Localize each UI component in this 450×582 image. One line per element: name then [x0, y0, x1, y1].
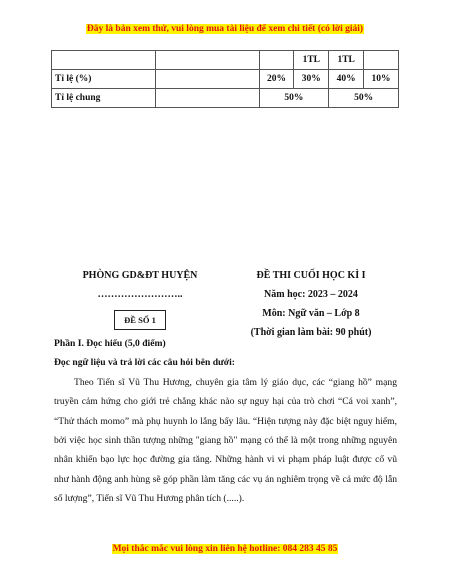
exam-code-box: ĐỀ SỐ 1 [114, 310, 166, 330]
table-row [52, 51, 399, 70]
reading-passage: Theo Tiến sĩ Vũ Thu Hương, chuyên gia tâm lý giáo dục, các “giang hồ” mạng truyền cảm hứng cho giới trẻ chẳng khác nào sự nguy hại của trò chơi “Cá voi xanh”, “Thử thách momo” mà phụ huynh lo lắng bấy lâu. “Hiện tượng này đặc biệt nguy hiểm, bởi việc học sinh thần tượng những "giang hồ" mạng có thể là một trong những nguyên nhân khiến bạo lực học đường gia tăng. Những hành vi vi phạm pháp luật được cổ vũ như hành động anh hùng sẽ góp phần làm tăng các vụ án nghiêm trọng về cả mức độ lẫn số lượng”, Tiến sĩ Vũ Thu Hương phân tích (.....). [54, 376, 397, 505]
hotline-banner-bottom [0, 544, 450, 554]
department-name: PHÒNG GD&ĐT HUYỆN [82, 270, 198, 281]
exam-title: ĐỀ THI CUỐI HỌC KÌ I [256, 270, 366, 281]
table-cell [259, 51, 294, 70]
section-title: Phần I. Đọc hiểu (5,0 điểm) [54, 338, 166, 349]
table-cell: 10% [364, 70, 399, 89]
table-cell: 50% [259, 89, 329, 108]
section-instruction: Đọc ngữ liệu và trả lời các câu hỏi bên dưới: [54, 357, 235, 369]
table-cell [155, 89, 259, 108]
school-year: Năm học: 2023 – 2024 [264, 289, 358, 300]
preview-banner-top-text: Đây là bản xem thử, vui lòng mua tài liệu để xem chi tiết (có lời giải) [86, 24, 364, 34]
score-distribution-table [51, 50, 399, 108]
table-cell: 20% [259, 70, 294, 89]
table-cell [155, 70, 259, 89]
table-cell: Tỉ lệ chung [52, 89, 156, 108]
table-cell: 40% [329, 70, 364, 89]
table-cell: 1TL [294, 51, 329, 70]
table-row [52, 89, 399, 108]
table-cell: 30% [294, 70, 329, 89]
school-header [60, 266, 220, 330]
hotline-banner-text: Mọi thắc mắc vui lòng xin liên hệ hotline: 084 283 45 85 [112, 544, 338, 554]
table-row [52, 70, 399, 89]
table-cell [52, 51, 156, 70]
reading-section [54, 334, 397, 509]
exam-duration: (Thời gian làm bài: 90 phút) [250, 327, 372, 338]
table-cell: 1TL [329, 51, 364, 70]
table-cell: Tỉ lệ (%) [52, 70, 156, 89]
table-cell [364, 51, 399, 70]
preview-banner-top [0, 24, 450, 34]
exam-header [236, 266, 386, 342]
table-cell: 50% [329, 89, 399, 108]
subject-grade: Môn: Ngữ văn – Lớp 8 [262, 308, 360, 319]
table-cell [155, 51, 259, 70]
district-placeholder: …………………….. [97, 289, 183, 300]
